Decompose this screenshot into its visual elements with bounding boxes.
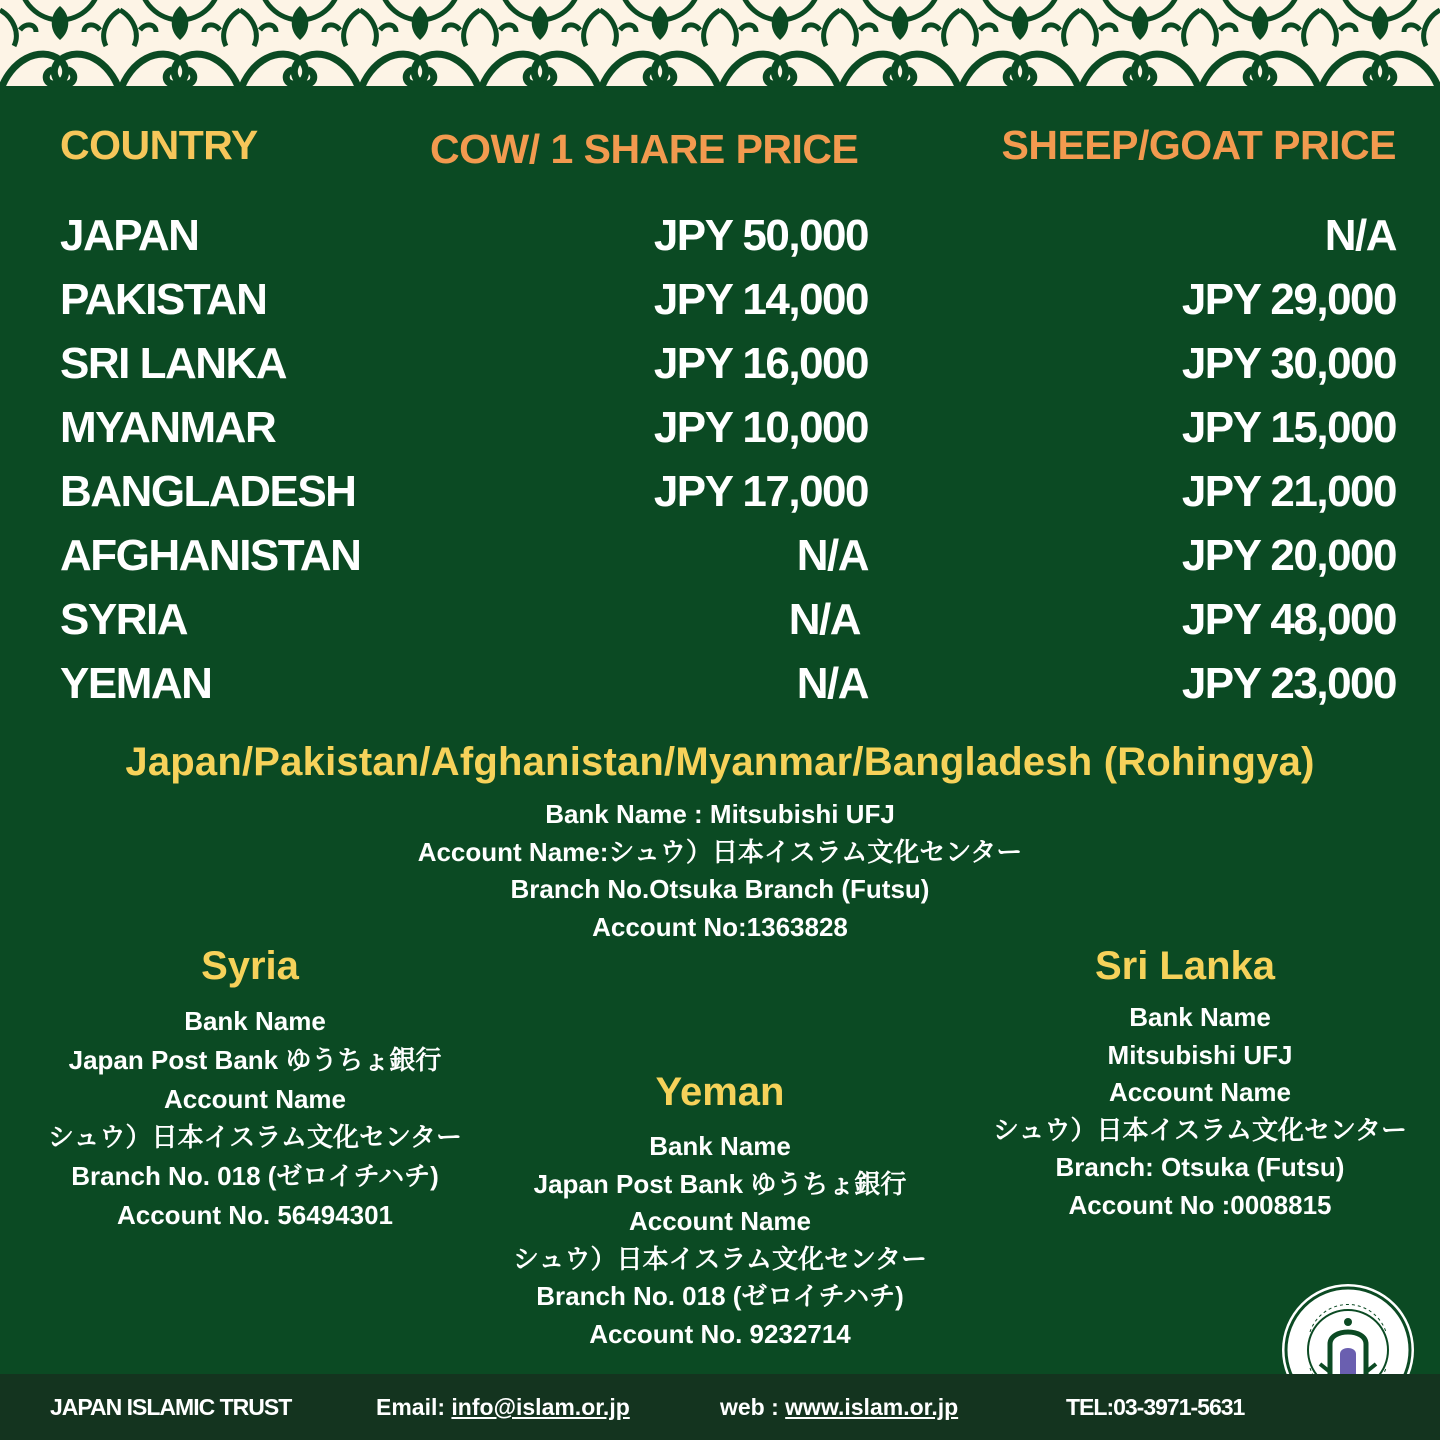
cow-price-cell: JPY 10,000 [653, 403, 868, 452]
header-country: COUNTRY [60, 122, 258, 168]
sheep-price-cell: JPY 15,000 [1181, 403, 1396, 452]
account-name-label: Account Name [163, 1083, 347, 1114]
footer-phone: TEL:03-3971-5631 [1066, 1394, 1245, 1420]
yemen-bank-details [490, 1128, 950, 1353]
account-name-line: Account Name:シュウ）日本イスラム文化センター [417, 836, 1023, 867]
sheep-price-cell: JPY 21,000 [1181, 467, 1396, 516]
account-number-line: Account No. 9232714 [589, 1318, 851, 1349]
email-label: Email: [376, 1394, 452, 1420]
decorative-border [0, 0, 1440, 92]
country-cell: YEMAN [60, 659, 212, 708]
syria-title: Syria [201, 944, 299, 988]
cow-price-cell: JPY 50,000 [653, 211, 868, 260]
table-row [0, 206, 1440, 270]
country-cell: SRI LANKA [60, 339, 287, 388]
bank-name-value: Japan Post Bank ゆうちょ銀行 [68, 1044, 442, 1075]
bank-name-label: Bank Name [1129, 1002, 1271, 1032]
sheep-price-cell: JPY 29,000 [1181, 275, 1396, 324]
country-cell: JAPAN [60, 211, 199, 260]
bank-name-line: Bank Name : Mitsubishi UFJ [545, 799, 895, 829]
country-cell: BANGLADESH [60, 467, 356, 516]
header-sheep-price: SHEEP/GOAT PRICE [1001, 122, 1396, 168]
table-row [0, 526, 1440, 590]
branch-line: Branch No. 018 (ゼロイチハチ) [71, 1161, 439, 1192]
bank-name-label: Bank Name [649, 1131, 791, 1161]
account-name-value: シュウ）日本イスラム文化センター [513, 1243, 927, 1274]
account-name-label: Account Name [628, 1206, 812, 1236]
yemen-title: Yeman [655, 1070, 785, 1114]
sheep-price-cell: JPY 48,000 [1181, 595, 1396, 644]
email-link[interactable]: info@islam.or.jp [451, 1394, 630, 1420]
floral-pattern-icon [0, 0, 1440, 92]
footer-email [376, 1394, 630, 1421]
website-link[interactable]: www.islam.or.jp [785, 1394, 959, 1420]
table-row [0, 590, 1440, 654]
footer-web [720, 1394, 958, 1421]
bank-name-label: Bank Name [184, 1006, 326, 1036]
table-row [0, 398, 1440, 462]
sheep-price-cell: JPY 30,000 [1181, 339, 1396, 388]
table-row [0, 270, 1440, 334]
main-bank-details [0, 796, 1440, 946]
main-bank-heading: Japan/Pakistan/Afghanistan/Myanmar/Bangladesh (Rohingya) [125, 740, 1315, 784]
sheep-price-cell: N/A [1324, 211, 1396, 260]
cow-price-cell: N/A [796, 531, 868, 580]
branch-line: Branch: Otsuka (Futsu) [1055, 1152, 1345, 1182]
footer [0, 1374, 1440, 1440]
country-cell: AFGHANISTAN [60, 531, 361, 580]
account-number-line: Account No:1363828 [592, 911, 848, 942]
cow-price-cell: JPY 16,000 [653, 339, 868, 388]
cow-price-cell: JPY 17,000 [653, 467, 868, 516]
sheep-price-cell: JPY 20,000 [1181, 531, 1396, 580]
branch-line: Branch No. 018 (ゼロイチハチ) [536, 1281, 904, 1311]
srilanka-bank-details [960, 999, 1440, 1224]
bank-name-value: Mitsubishi UFJ [1107, 1039, 1293, 1070]
account-number-line: Account No. 56494301 [116, 1199, 393, 1230]
account-name-value: シュウ）日本イスラム文化センター [993, 1114, 1407, 1145]
account-number-line: Account No :0008815 [1068, 1189, 1332, 1220]
account-name-label: Account Name [1108, 1077, 1292, 1107]
country-cell: MYANMAR [60, 403, 276, 452]
srilanka-title: Sri Lanka [1094, 944, 1276, 988]
sheep-price-cell: JPY 23,000 [1181, 659, 1396, 708]
table-row [0, 462, 1440, 526]
country-cell: PAKISTAN [60, 275, 267, 324]
table-row [0, 654, 1440, 718]
header-cow-price: COW/ 1 SHARE PRICE [430, 126, 859, 172]
bank-name-value: Japan Post Bank ゆうちょ銀行 [533, 1168, 907, 1199]
footer-org-name: JAPAN ISLAMIC TRUST [50, 1394, 292, 1420]
branch-line: Branch No.Otsuka Branch (Futsu) [510, 874, 930, 904]
cow-price-cell: N/A [796, 659, 868, 708]
country-cell: SYRIA [60, 595, 187, 644]
syria-bank-details [20, 1002, 490, 1235]
cow-price-cell: N/A [788, 595, 860, 644]
table-row [0, 334, 1440, 398]
account-name-value: シュウ）日本イスラム文化センター [48, 1122, 462, 1153]
cow-price-cell: JPY 14,000 [653, 275, 868, 324]
web-label: web : [720, 1394, 786, 1420]
price-table [0, 206, 1440, 718]
